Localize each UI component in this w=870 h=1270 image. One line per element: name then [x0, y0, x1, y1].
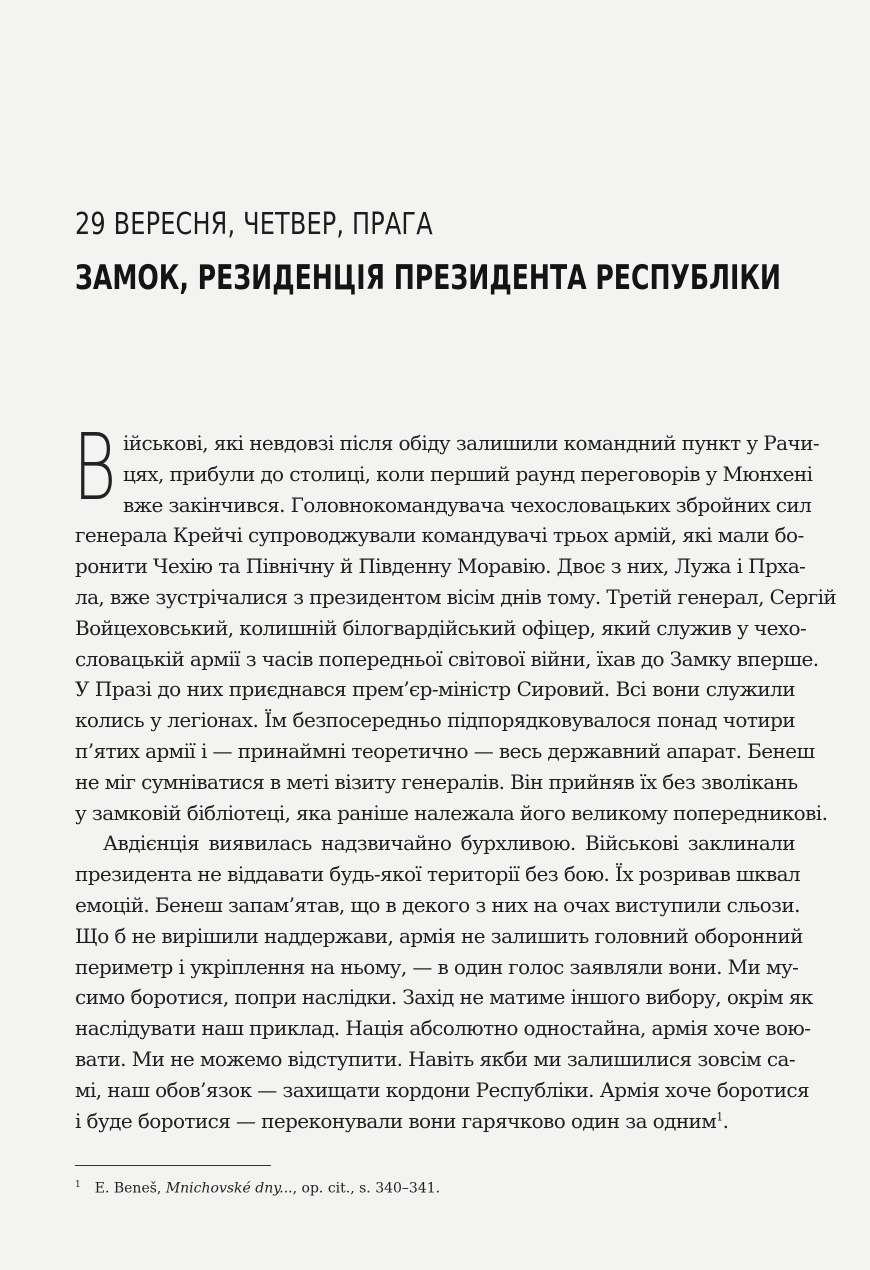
text-line: периметр і укріплення на ньому, — в один голос заявляли вони. Ми му- — [75, 954, 799, 979]
text-line: Авдієнція виявилась надзвичайно бурхливою. Військові заклинали — [103, 831, 795, 856]
text-line: у замковій бібліотеці, яка раніше належала його великому попередникові. — [75, 800, 828, 825]
text-line: вже закінчився. Головнокомандувача чехословацьких збройних сил — [123, 492, 812, 517]
text-line: наслідувати наш приклад. Нація абсолютно одностайна, армія хоче вою- — [75, 1016, 811, 1041]
footnote — [75, 1180, 440, 1197]
text-line: ійськові, які невдовзі після обіду залишили командний пункт у Рачи- — [123, 431, 819, 455]
text-line: Войцеховський, колишній білогвардійський офіцер, який служив у чехо- — [75, 615, 807, 640]
footnote-source: , op. cit., s. 340–341. — [292, 1180, 441, 1197]
text-line: емоцій. Бенеш запам’ятав, що в декого з них на очах виступили сльози. — [75, 892, 800, 917]
text-line: п’ятих армії і — принаймні теоретично — весь державний апарат. Бенеш — [75, 738, 815, 763]
text-line-content: і буде боротися — переконували вони гарячково один за одним — [75, 1108, 717, 1133]
text-line: колись у легіонах. Їм безпосередньо підпорядковувалося понад чотири — [75, 708, 795, 733]
text-line: президента не віддавати будь-якої території без бою. Їх розривав шквал — [75, 862, 801, 887]
text-line: ла, вже зустрічалися з президентом вісім днів тому. Третій генерал, Сергій — [75, 584, 837, 609]
text-line: генерала Крейчі супроводжували командувачі трьох армій, які мали бо- — [75, 523, 804, 548]
chapter-title: ЗАМОК, РЕЗИДЕНЦІЯ ПРЕЗИДЕНТА РЕСПУБЛІКИ — [75, 258, 781, 298]
footnote-author: E. Beneš, — [94, 1180, 166, 1197]
drop-cap: В — [73, 414, 116, 521]
text-line: симо боротися, попри наслідки. Захід не матиме іншого вибору, окрім як — [75, 985, 813, 1010]
text-line: У Празі до них приєднався прем’єр-міністр Сировий. Всі вони служили — [75, 677, 795, 702]
footnote-title: Mnichovské dny... — [165, 1180, 293, 1197]
text-line: вати. Ми не можемо відступити. Навіть якби ми залишилися зовсім са- — [75, 1046, 795, 1071]
paragraph-2 — [75, 828, 813, 1136]
text-line: цях, прибули до столиці, коли перший раунд переговорів у Мюнхені — [123, 461, 813, 486]
text-line: Що б не вирішили наддержави, армія не залишить головний оборонний — [75, 923, 803, 948]
body-text — [73, 414, 837, 1136]
footnote-divider — [75, 1165, 271, 1166]
text-line: мі, наш обов’язок — захищати кордони Республіки. Армія хоче боротися — [75, 1077, 810, 1102]
paragraph-1 — [75, 428, 837, 828]
text-line: не міг сумніватися в меті візиту генералів. Він прийняв їх без зволікань — [75, 769, 798, 794]
footnote-number: 1 — [75, 1180, 81, 1190]
chapter-date-line: 29 ВЕРЕСНЯ, ЧЕТВЕР, ПРАГА — [75, 207, 433, 242]
footnote-reference[interactable]: 1 — [716, 1109, 723, 1123]
text-line: ронити Чехію та Північну й Південну Моравію. Двоє з них, Лужа і Прха- — [75, 554, 806, 579]
text-line-last: і буде боротися — переконували вони гарячково один за одним$^1$. — [75, 1108, 729, 1133]
text-line: словацькій армії з часів попередньої світової війни, їхав до Замку вперше. — [75, 646, 819, 671]
